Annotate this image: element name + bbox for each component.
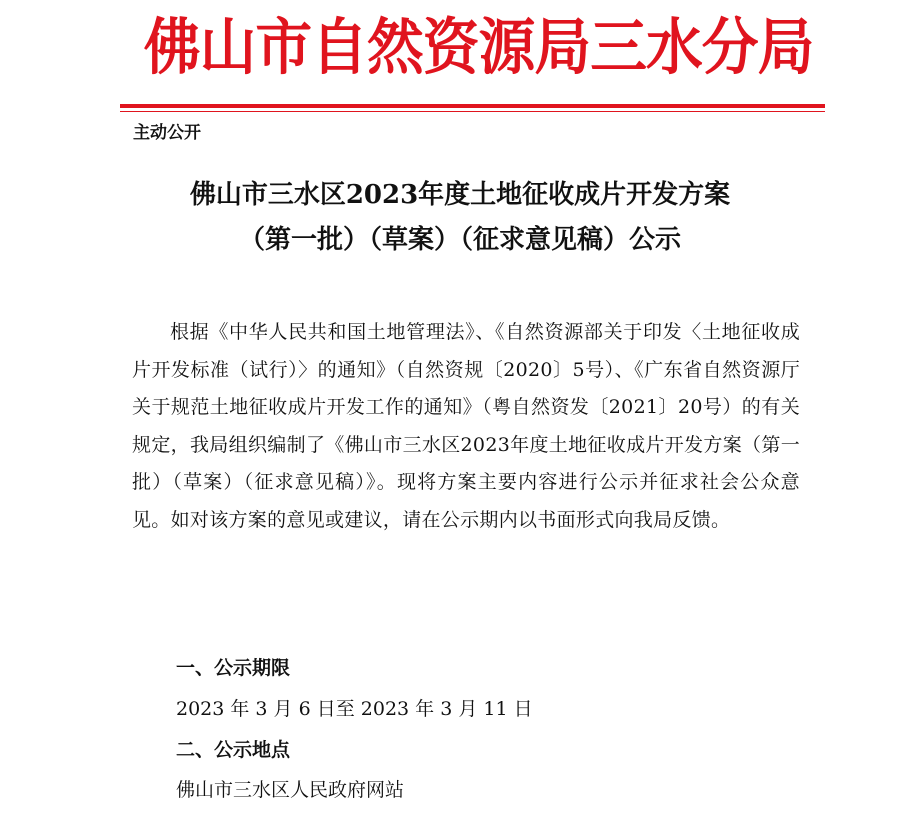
section-content-location: 佛山市三水区人民政府网站 [176,779,405,801]
document-title [110,173,810,263]
section-heading-location: 二、公示地点 [176,739,291,761]
agency-masthead: 佛山市自然资源局三水分局 [143,12,814,83]
title-line-1: 佛山市三水区2023年度土地征收成片开发方案 [189,180,731,210]
title-line-2: （第一批）（草案）（征求意见稿）公示 [238,225,681,255]
masthead-thin-rule [120,111,825,112]
body-paragraph: 根据《中华人民共和国土地管理法》、《自然资源部关于印发〈土地征收成片开发标准（试行）〉的通知》（自然资规〔2020〕5号）、《广东省自然资源厅关于规范土地征收成片开发工作的通知》（粤自然资发〔2021〕20号）的有关规定，我局组织编制了《佛山市三水区2023年度土地征收成片开发方案（第一批）（草案）（征求意见稿）》。现将方案主要内容进行公示并征求社会公众意见。如对该方案的意见或建议，请在公示期内以书面形式向我局反馈。 [132,321,800,531]
disclosure-label: 主动公开 [133,123,201,143]
section-heading-period: 一、公示期限 [176,657,291,679]
section-content-period: 2023 年 3 月 6 日至 2023 年 3 月 11 日 [176,698,533,720]
masthead-thick-rule [120,104,825,108]
